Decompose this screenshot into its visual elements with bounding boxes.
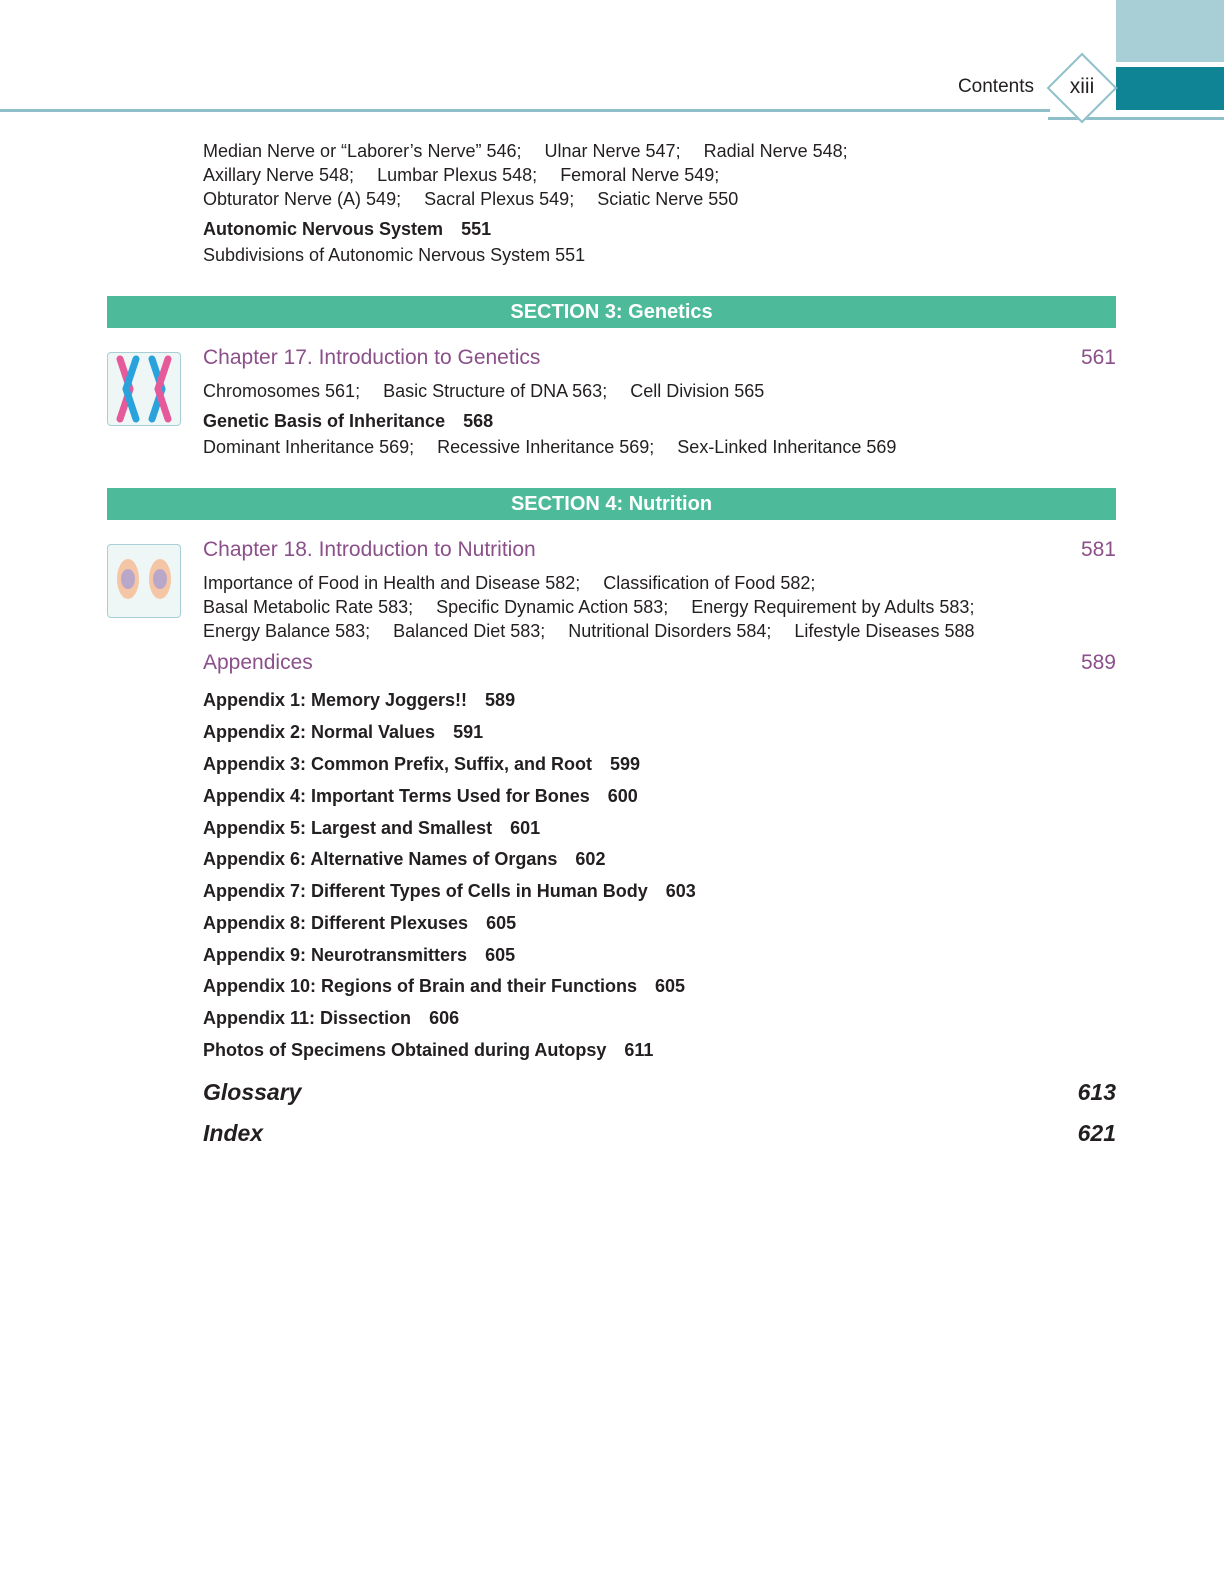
- appendix-page: 611: [624, 1040, 654, 1060]
- entry-line: [203, 595, 1116, 619]
- appendix-page: 599: [610, 754, 641, 774]
- appendix-entry[interactable]: [203, 881, 696, 902]
- topic-heading-page: 568: [463, 411, 494, 431]
- appendix-label: Appendix 9: Neurotransmitters: [203, 945, 468, 965]
- entry-line: [203, 379, 1116, 403]
- appendix-label: Appendix 7: Different Types of Cells in Human Body: [203, 881, 648, 901]
- entry-line: [203, 435, 1116, 459]
- toc-entry[interactable]: Axillary Nerve 548;: [203, 165, 355, 185]
- chapter-17-title[interactable]: Chapter 17. Introduction to Genetics: [203, 346, 541, 369]
- toc-entry[interactable]: Classification of Food 582;: [603, 573, 816, 593]
- topic-heading-label: Genetic Basis of Inheritance: [203, 411, 446, 431]
- chapter-18-title[interactable]: Chapter 18. Introduction to Nutrition: [203, 538, 536, 561]
- toc-entry[interactable]: Sex-Linked Inheritance 569: [677, 437, 897, 457]
- toc-entry[interactable]: Basal Metabolic Rate 583;: [203, 597, 414, 617]
- chapter-17-page: 561: [1080, 346, 1116, 369]
- toc-entry[interactable]: Chromosomes 561;: [203, 381, 361, 401]
- appendix-entry[interactable]: [203, 1008, 459, 1029]
- appendices-title[interactable]: Appendices: [203, 651, 313, 674]
- toc-entry[interactable]: Sacral Plexus 549;: [424, 189, 575, 209]
- toc-entry[interactable]: Recessive Inheritance 569;: [437, 437, 655, 457]
- toc-entry[interactable]: Lifestyle Diseases 588: [794, 621, 975, 641]
- index-page: 621: [1077, 1120, 1116, 1146]
- toc-entry[interactable]: Energy Balance 583;: [203, 621, 371, 641]
- nerves-list: [203, 139, 1116, 267]
- header-rule-right: [1048, 117, 1224, 120]
- appendix-label: Photos of Specimens Obtained during Autopsy: [203, 1040, 607, 1060]
- appendices-page: 589: [1080, 651, 1116, 674]
- appendix-page: 605: [486, 913, 517, 933]
- appendix-label: Appendix 8: Different Plexuses: [203, 913, 469, 933]
- appendix-label: Appendix 4: Important Terms Used for Bones: [203, 786, 590, 806]
- toc-entry[interactable]: Nutritional Disorders 584;: [568, 621, 772, 641]
- appendix-page: 601: [510, 818, 541, 838]
- entry-line: [203, 187, 1116, 211]
- section-banner-genetics: SECTION 3: Genetics: [107, 296, 1116, 328]
- chapter-17-topics: [203, 379, 1116, 459]
- entry-line: [203, 571, 1116, 595]
- appendix-label: Appendix 5: Largest and Smallest: [203, 818, 493, 838]
- toc-entry[interactable]: Energy Requirement by Adults 583;: [691, 597, 975, 617]
- toc-entry[interactable]: Basic Structure of DNA 563;: [383, 381, 608, 401]
- appendix-page: 603: [665, 881, 696, 901]
- toc-entry[interactable]: Radial Nerve 548;: [703, 141, 848, 161]
- chromosome-icon: [107, 352, 181, 426]
- appendix-entry[interactable]: [203, 1040, 653, 1061]
- appendix-page: 605: [485, 945, 516, 965]
- entry-line: [203, 619, 1116, 643]
- topic-heading[interactable]: [203, 409, 1116, 433]
- toc-entry[interactable]: Lumbar Plexus 548;: [377, 165, 538, 185]
- toc-entry[interactable]: Dominant Inheritance 569;: [203, 437, 415, 457]
- toc-entry[interactable]: Importance of Food in Health and Disease 582;: [203, 573, 581, 593]
- appendix-page: 605: [655, 976, 686, 996]
- header-accent-band: [1116, 67, 1224, 110]
- header-rule: [0, 109, 1050, 112]
- index-entry[interactable]: Index: [203, 1120, 264, 1146]
- appendix-entry[interactable]: [203, 722, 483, 743]
- chapter-18-topics: [203, 571, 1116, 643]
- appendix-label: Appendix 10: Regions of Brain and their Functions: [203, 976, 638, 996]
- toc-entry[interactable]: Obturator Nerve (A) 549;: [203, 189, 402, 209]
- section-banner-nutrition: SECTION 4: Nutrition: [107, 488, 1116, 520]
- appendix-entry[interactable]: [203, 754, 640, 775]
- appendix-label: Appendix 2: Normal Values: [203, 722, 436, 742]
- chapter-18-page: 581: [1080, 538, 1116, 561]
- toc-entry[interactable]: Median Nerve or “Laborer’s Nerve” 546;: [203, 141, 522, 161]
- appendix-page: 589: [485, 690, 516, 710]
- glossary-page: 613: [1077, 1079, 1116, 1105]
- toc-entry[interactable]: Sciatic Nerve 550: [597, 189, 739, 209]
- toc-entry[interactable]: Balanced Diet 583;: [393, 621, 546, 641]
- toc-entry[interactable]: Femoral Nerve 549;: [560, 165, 720, 185]
- toc-entry[interactable]: Cell Division 565: [630, 381, 765, 401]
- appendix-entry[interactable]: [203, 786, 638, 807]
- appendix-page: 602: [575, 849, 606, 869]
- toc-entry[interactable]: Specific Dynamic Action 583;: [436, 597, 669, 617]
- toc-entry[interactable]: Subdivisions of Autonomic Nervous System 551: [203, 245, 586, 265]
- appendix-label: Appendix 6: Alternative Names of Organs: [203, 849, 558, 869]
- body-figure-icon: [107, 544, 181, 618]
- appendix-page: 591: [453, 722, 484, 742]
- appendix-page: 600: [607, 786, 638, 806]
- page-number: xiii: [1069, 75, 1095, 98]
- entry-line: [203, 139, 1116, 163]
- appendix-entry[interactable]: [203, 945, 515, 966]
- appendix-page: 606: [429, 1008, 460, 1028]
- header-accent-block: [1116, 0, 1224, 62]
- glossary-entry[interactable]: Glossary: [203, 1079, 302, 1105]
- topic-heading-label: Autonomic Nervous System: [203, 219, 444, 239]
- appendix-entry[interactable]: [203, 976, 685, 997]
- appendix-label: Appendix 11: Dissection: [203, 1008, 412, 1028]
- appendix-label: Appendix 1: Memory Joggers!!: [203, 690, 468, 710]
- appendix-entry[interactable]: [203, 818, 540, 839]
- entry-line: [203, 163, 1116, 187]
- appendix-label: Appendix 3: Common Prefix, Suffix, and Root: [203, 754, 593, 774]
- appendix-entry[interactable]: [203, 913, 516, 934]
- running-header-title: Contents: [957, 76, 1034, 97]
- topic-heading-page: 551: [461, 219, 492, 239]
- topic-heading[interactable]: [203, 217, 1116, 241]
- appendix-entry[interactable]: [203, 849, 605, 870]
- toc-entry[interactable]: Ulnar Nerve 547;: [544, 141, 681, 161]
- appendix-entry[interactable]: [203, 690, 515, 711]
